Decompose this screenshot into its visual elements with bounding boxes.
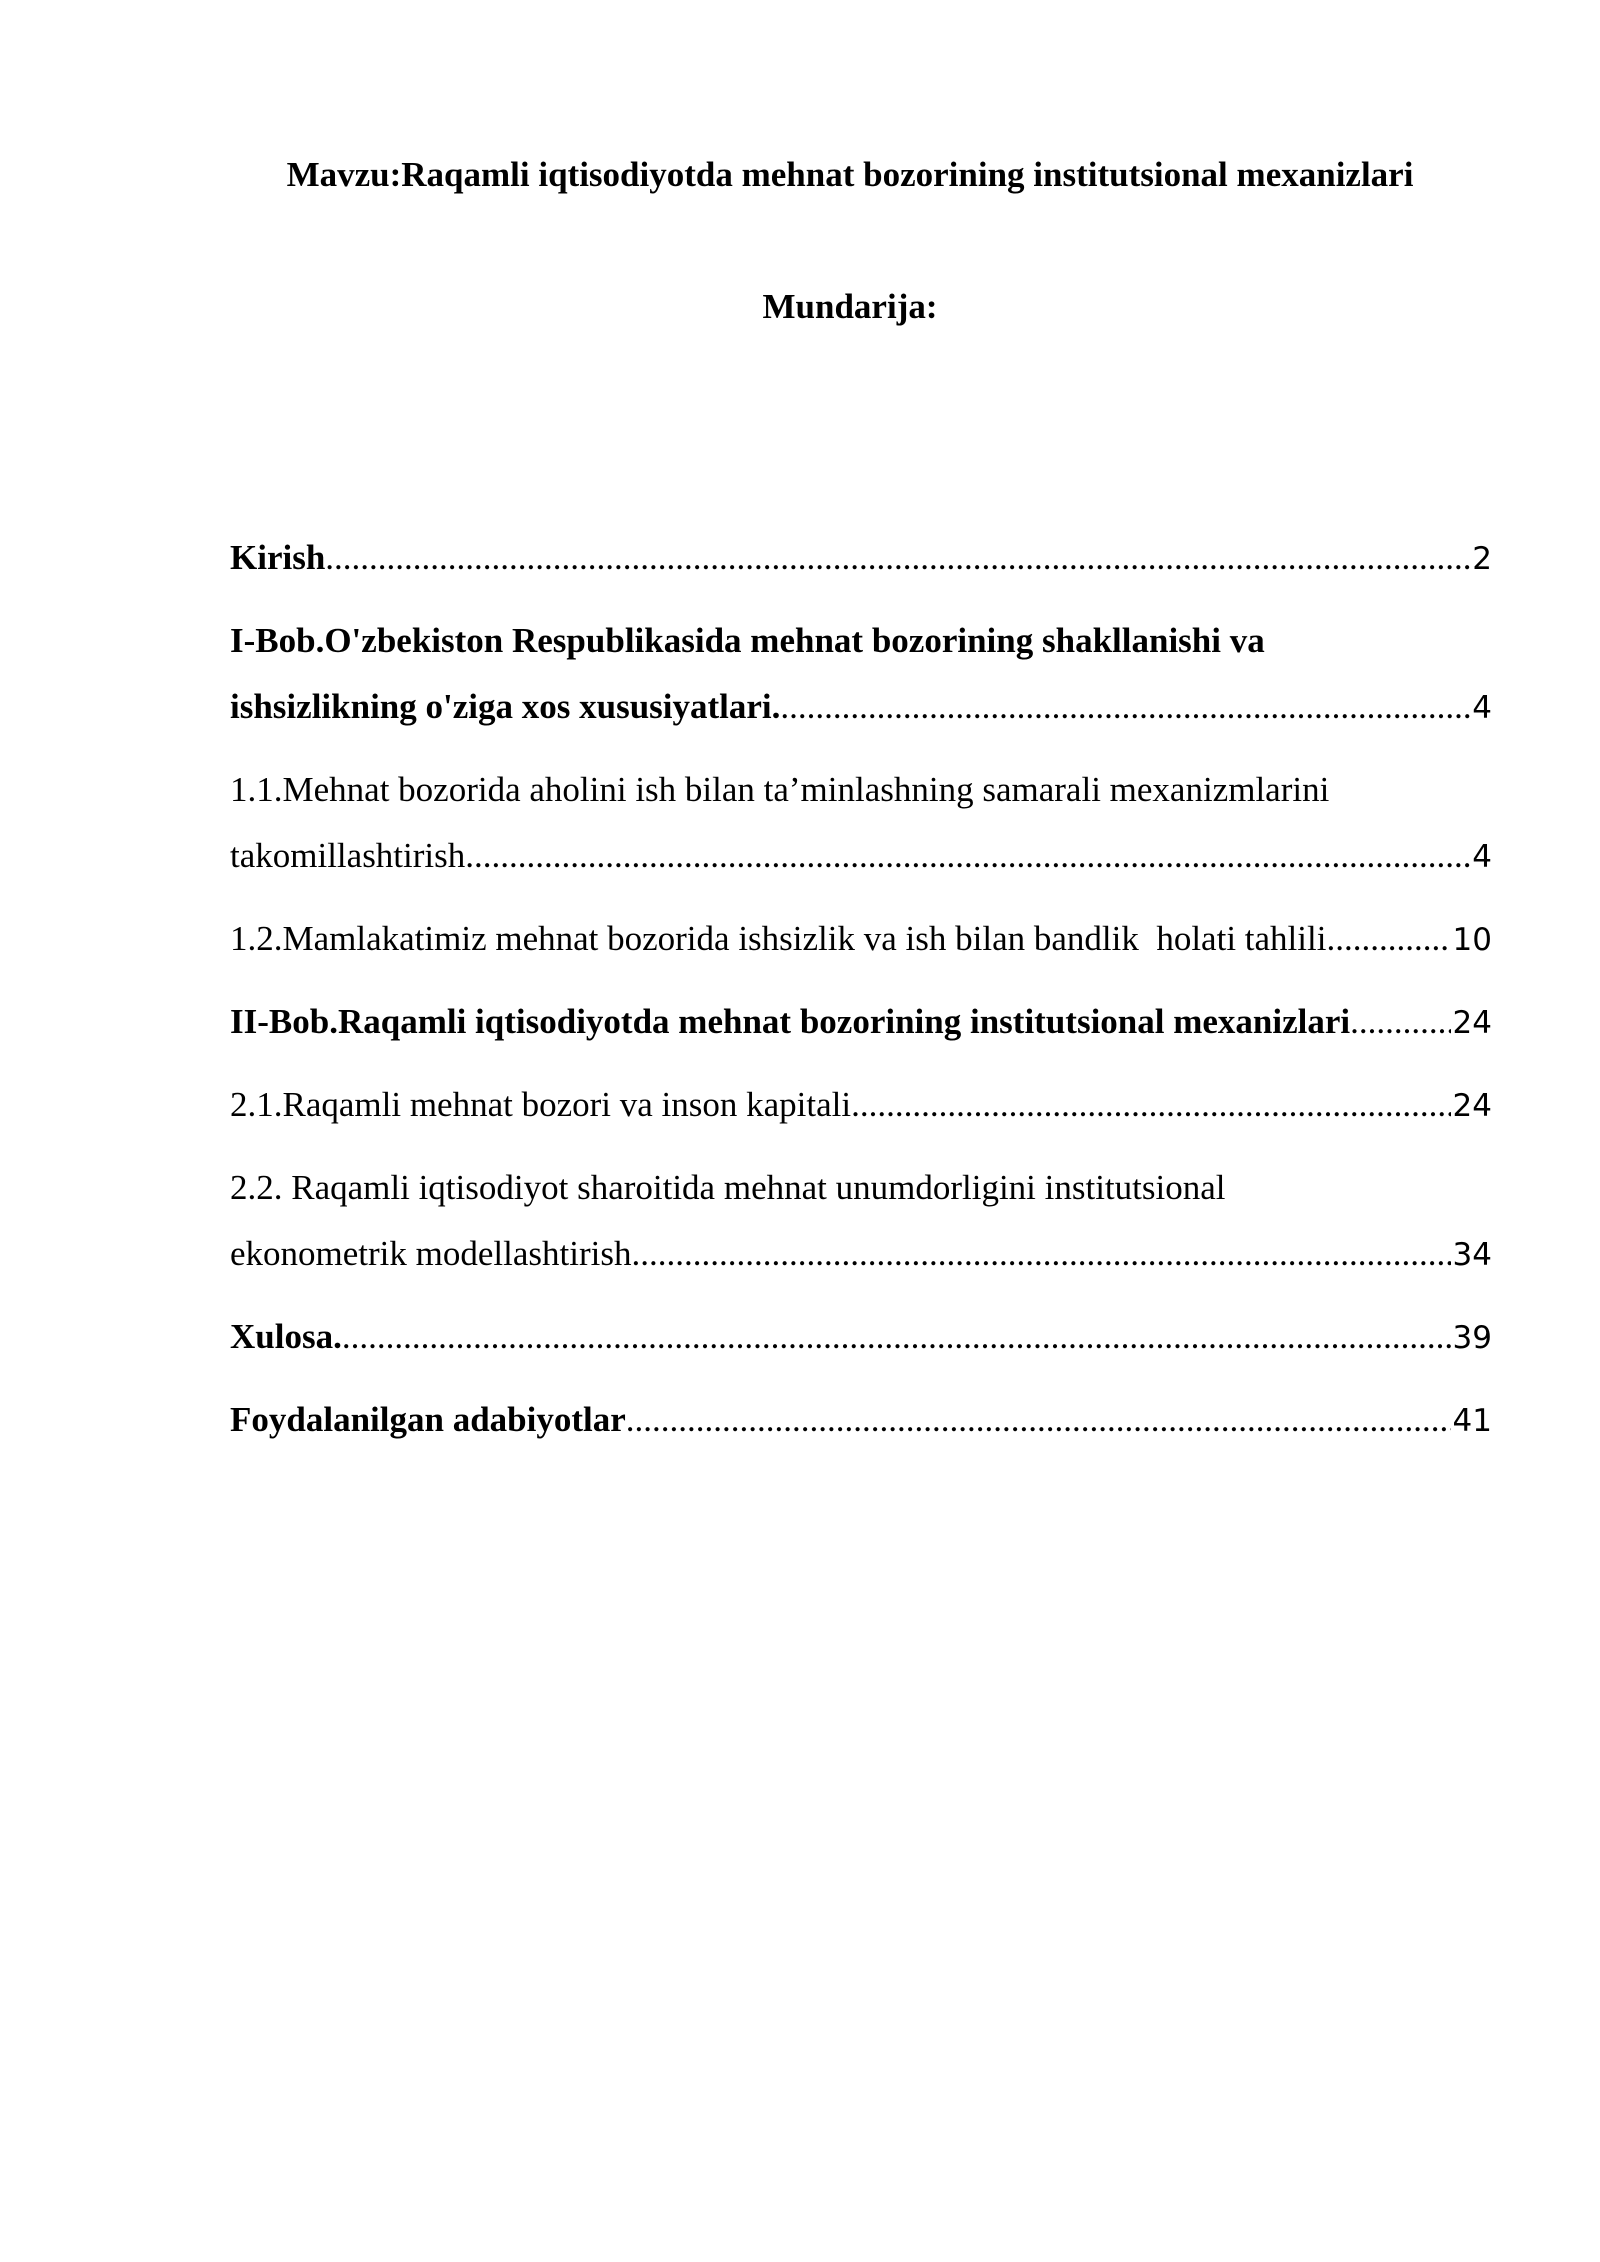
toc-page-number: 10 (1452, 922, 1492, 958)
toc-leader-dots (780, 674, 1470, 740)
toc-entry-section-1-1[interactable] (230, 757, 1492, 890)
toc-page-number: 4 (1472, 839, 1492, 875)
document-title: Mavzu:Raqamli iqtisodiyotda mehnat bozorining institutsional mexanizlari (286, 155, 1414, 194)
toc-leader-dots (325, 525, 1470, 591)
toc-entry-label: Foydalanilgan adabiyotlar (230, 1400, 626, 1439)
toc-entry-label: 2.1.Raqamli mehnat bozori va inson kapitali (230, 1085, 852, 1124)
toc-leader-dots (631, 1221, 1450, 1287)
toc-entry-label-line1: I-Bob.O'zbekiston Respublikasida mehnat bozorining shakllanishi va (230, 621, 1265, 660)
toc-page-number: 24 (1452, 1005, 1492, 1041)
toc-page-number: 41 (1452, 1403, 1492, 1439)
toc-entry-section-2-2[interactable] (230, 1155, 1492, 1288)
toc-page-number: 24 (1452, 1088, 1492, 1124)
toc-page-number: 4 (1472, 690, 1492, 726)
toc-entry-label: Xulosa. (230, 1317, 342, 1356)
toc-leader-dots (342, 1304, 1451, 1370)
toc-entry-references[interactable] (230, 1387, 1492, 1454)
toc-entry-label-line1: 2.2. Raqamli iqtisodiyot sharoitida mehnat unumdorligini institutsional (230, 1168, 1226, 1207)
toc-entry-label: takomillashtirish (230, 836, 466, 875)
toc-entry-chapter-2[interactable] (230, 989, 1492, 1056)
toc-page-number: 39 (1452, 1320, 1492, 1356)
toc-leader-dots (851, 1072, 1450, 1138)
toc-entry-section-1-2[interactable] (230, 906, 1492, 973)
toc-entry-label: ekonometrik modellashtirish (230, 1234, 632, 1273)
toc-entry-label: II-Bob.Raqamli iqtisodiyotda mehnat bozorining institutsional mexanizlari (230, 1002, 1351, 1041)
toc-entry-xulosa[interactable] (230, 1304, 1492, 1371)
toc-leader-dots (1350, 989, 1450, 1055)
toc-entry-kirish[interactable] (230, 525, 1492, 592)
toc-leader-dots (465, 823, 1470, 889)
toc-entry-label-line1: 1.1.Mehnat bozorida aholini ish bilan ta’minlashning samarali mexanizmlarini (230, 770, 1330, 809)
toc-entry-label: ishsizlikning o'ziga xos xususiyatlari. (230, 687, 781, 726)
table-of-contents (230, 525, 1492, 1470)
toc-entry-chapter-1[interactable] (230, 608, 1492, 741)
toc-page-number: 34 (1452, 1237, 1492, 1273)
toc-entry-section-2-1[interactable] (230, 1072, 1492, 1139)
toc-leader-dots (626, 1387, 1451, 1453)
toc-leader-dots (1326, 906, 1450, 972)
toc-heading: Mundarija: (762, 287, 938, 326)
toc-entry-label: Kirish (230, 538, 326, 577)
toc-page-number: 2 (1472, 541, 1492, 577)
toc-entry-label: 1.2.Mamlakatimiz mehnat bozorida ishsizlik va ish bilan bandlik holati tahlili (230, 919, 1327, 958)
